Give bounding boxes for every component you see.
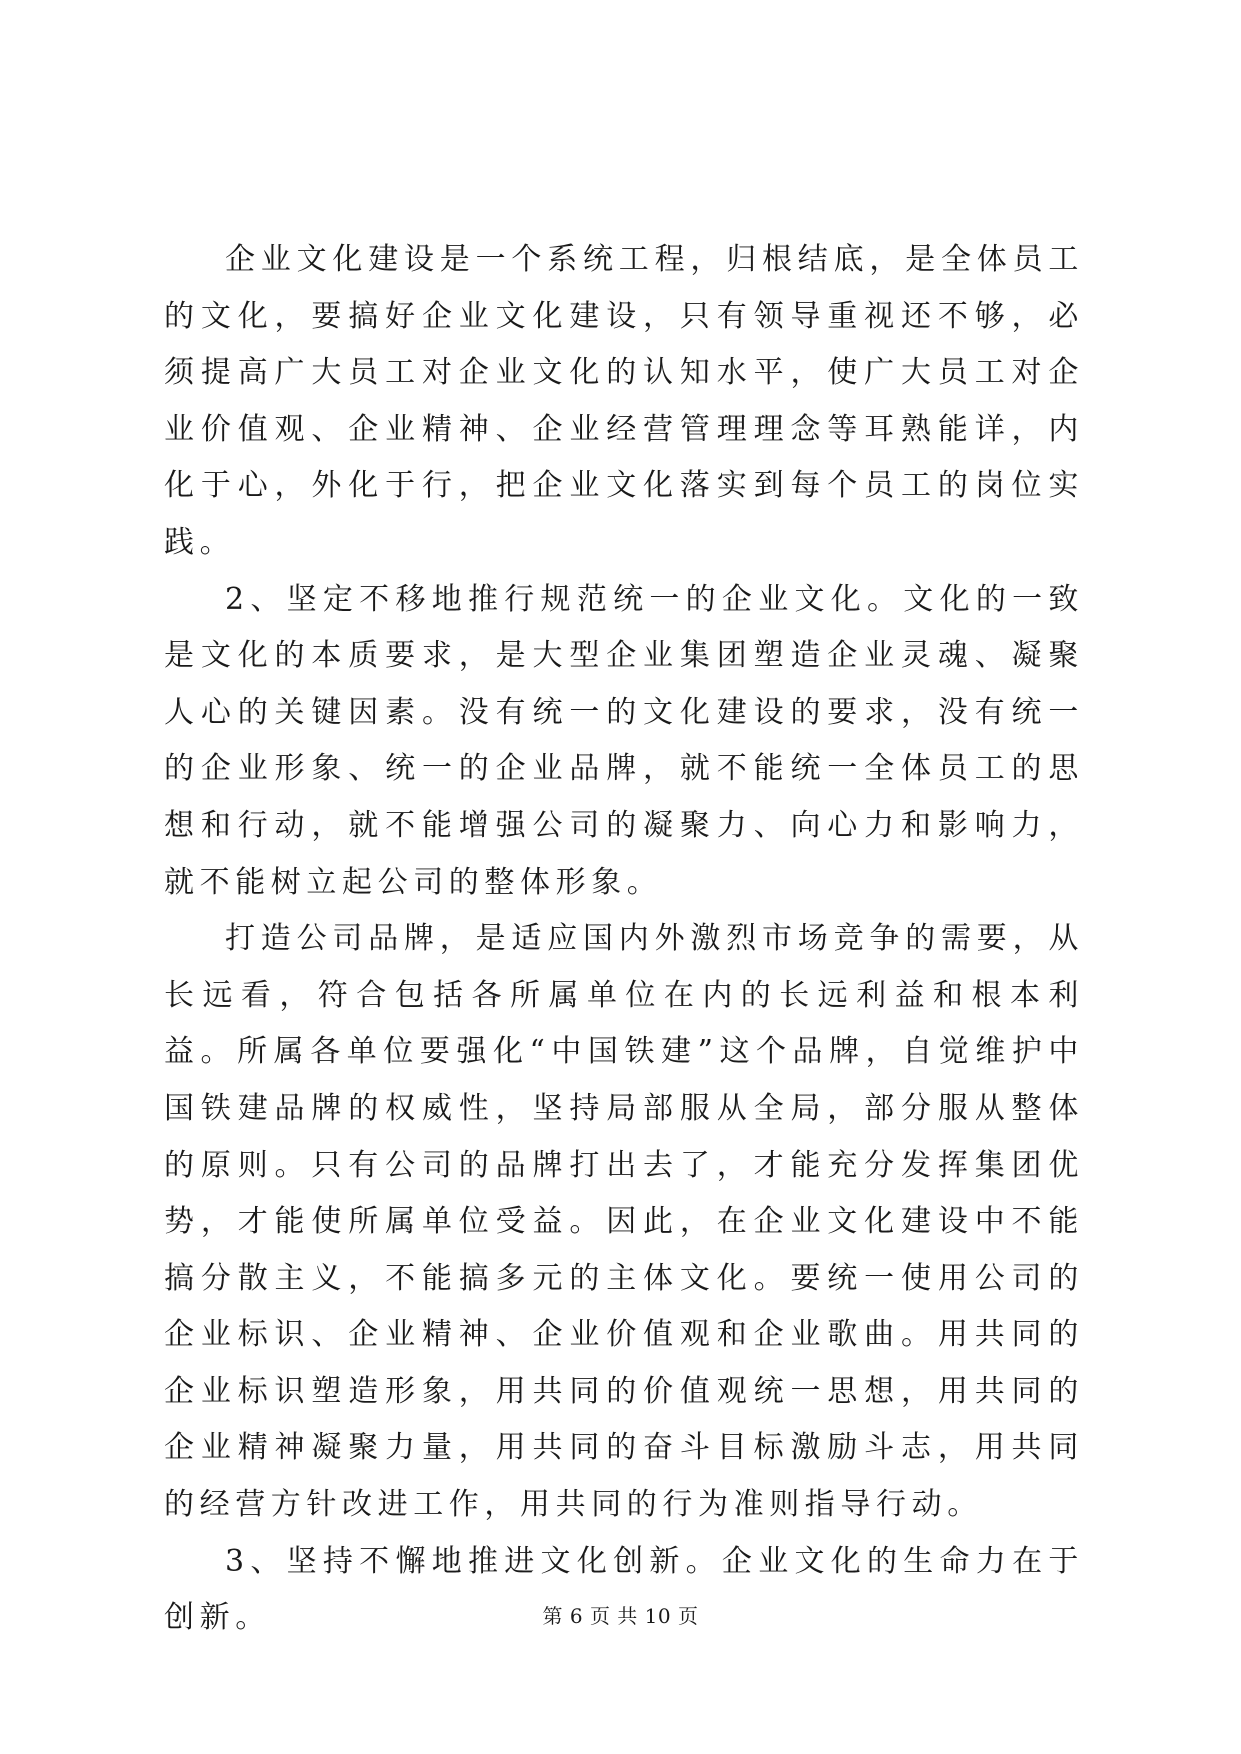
paragraph-company-brand: 打造公司品牌，是适应国内外激烈市场竞争的需要，从长远看，符合包括各所属单位在内的长远利益和根本利益。所属各单位要强化“中国铁建”这个品牌，自觉维护中国铁建品牌的权威性，坚持局部服从全局，部分服从整体的原则。只有公司的品牌打出去了，才能充分发挥集团优势，才能使所属单位受益。因此，在企业文化建设中不能搞分散主义，不能搞多元的主体文化。要统一使用公司的企业标识、企业精神、企业价值观和企业歌曲。用共同的企业标识塑造形象，用共同的价值观统一思想，用共同的企业精神凝聚力量，用共同的奋斗目标激励斗志，用共同的经营方针改进工作，用共同的行为准则指导行动。 — [164, 921, 1084, 1523]
paragraph-culture-system: 企业文化建设是一个系统工程，归根结底，是全体员工的文化，要搞好企业文化建设，只有领导重视还不够，必须提高广大员工对企业文化的认知水平，使广大员工对企业价值观、企业精神、企业经营管理理念等耳熟能详，内化于心，外化于行，把企业文化落实到每个员工的岗位实践。 — [164, 242, 1084, 560]
paragraph-unified-culture: 2、坚定不移地推行规范统一的企业文化。文化的一致是文化的本质要求，是大型企业集团塑造企业灵魂、凝聚人心的关键因素。没有统一的文化建设的要求，没有统一的企业形象、统一的企业品牌，就不能统一全体员工的思想和行动，就不能增强公司的凝聚力、向心力和影响力，就不能树立起公司的整体形象。 — [164, 581, 1084, 900]
page-footer: 第 6 页 共 10 页 — [542, 1604, 699, 1628]
paragraph-culture-innovation: 3、坚持不懈地推进文化创新。企业文化的生命力在于创新。 — [164, 1543, 1084, 1636]
body-text — [164, 232, 1084, 1647]
